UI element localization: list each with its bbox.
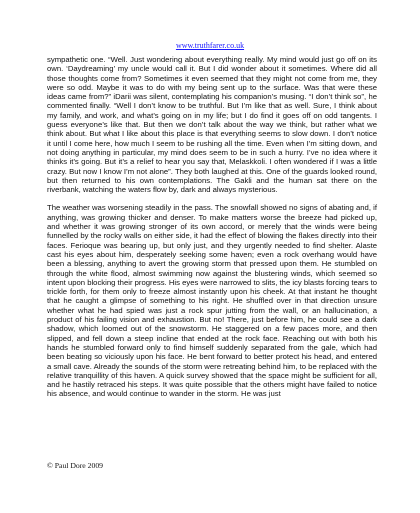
paragraph-1: sympathetic one. “Well. Just wondering about everything really. My mind would just go off on its own. ‘Daydreaming’ my uncle would call it. But I did wonder about it sometimes. Where did all those thoughts come from? Sometimes it even seemed that they might not come from me, they were so odd. Maybe it was to do with my being sent up to the surface. Was that were these ideas came from?” iDarii was silent, contemplating his companion’s musing. “I don’t think so”, he commented finally. “Well I don’t know to be truthful. But I’m like that as well. Sure, I think about my family, and work, and what’s going on in my life; but I do find it goes off on odd tangents. I guess everyone’s like that. But then we don’t talk about the way we think, but rather what we think about. But what I like about this place is that everything seems to slow down. I don’t notice it until I come here, how much I seem to be rushing all the time. Even when I’m sitting down, and not doing anything in particular, my mind does seem to be in such a hurry. I’ve no idea where it thinks it’s going. But it’s a relief to hear you say that, Melaskkoli. I often wondered if I was a little crazy. But now I know I’m not alone”. They both laughed at this. One of the guards looked round, but then returned to his own contemplations. The Gakli and the human sat there on the riverbank, watching the waters flow by, dark and always mysterious. [47, 55, 377, 195]
copyright-footer: © Paul Dore 2009 [47, 461, 104, 470]
story-text [47, 55, 377, 399]
paragraph-2: The weather was worsening steadily in the pass. The snowfall showed no signs of abating and, if anything, was growing thicker and denser. To make matters worse the breeze had picked up, and whether it was growing stronger of its own accord, or merely that the winds were being funnelled by the rocky walls on either side, it had the effect of blowing the flakes directly into their faces. Ferioque was bearing up, but only just, and they urgently needed to find shelter. Alaste cast his eyes about him, desperately seeking some haven; even a rock overhang would have been a blessing, anything to avert the growing storm that pressed upon them. He stumbled on through the white flood, almost swimming now against the blustering winds, which seemed so intent upon blocking their progress. His eyes were narrowed to slits, the icy blasts forcing tears to trickle forth, for them only to freeze almost instantly upon his cheek. At that instant he thought that he caught a glimpse of something to his right. He shuffled over in that direction unsure whether what he had spied was just a rock spur jutting from the wall, or an hallucination, a product of his failing vision and exhaustion. But no! There, just before him, he could see a dark shadow, which loomed out of the snowstorm. He staggered on a few paces more, and then slipped, and fell down a steep incline that ended at the rock face. Reaching out with both his hands he stumbled forward only to find himself suddenly separated from the gale, which had been beating so viciously upon his face. He bent forward to better protect his head, and entered a small cave. Already the sounds of the storm were retreating behind him, to be replaced with the relative tranquillity of this haven. A quick survey showed that the space might be sufficient for all, and he hastily retraced his steps. It was quite possible that the others might have failed to notice his absence, and would continue to wander in the storm. He was just [47, 203, 377, 399]
header-website-link[interactable]: www.truthfarer.co.uk [175, 41, 245, 50]
